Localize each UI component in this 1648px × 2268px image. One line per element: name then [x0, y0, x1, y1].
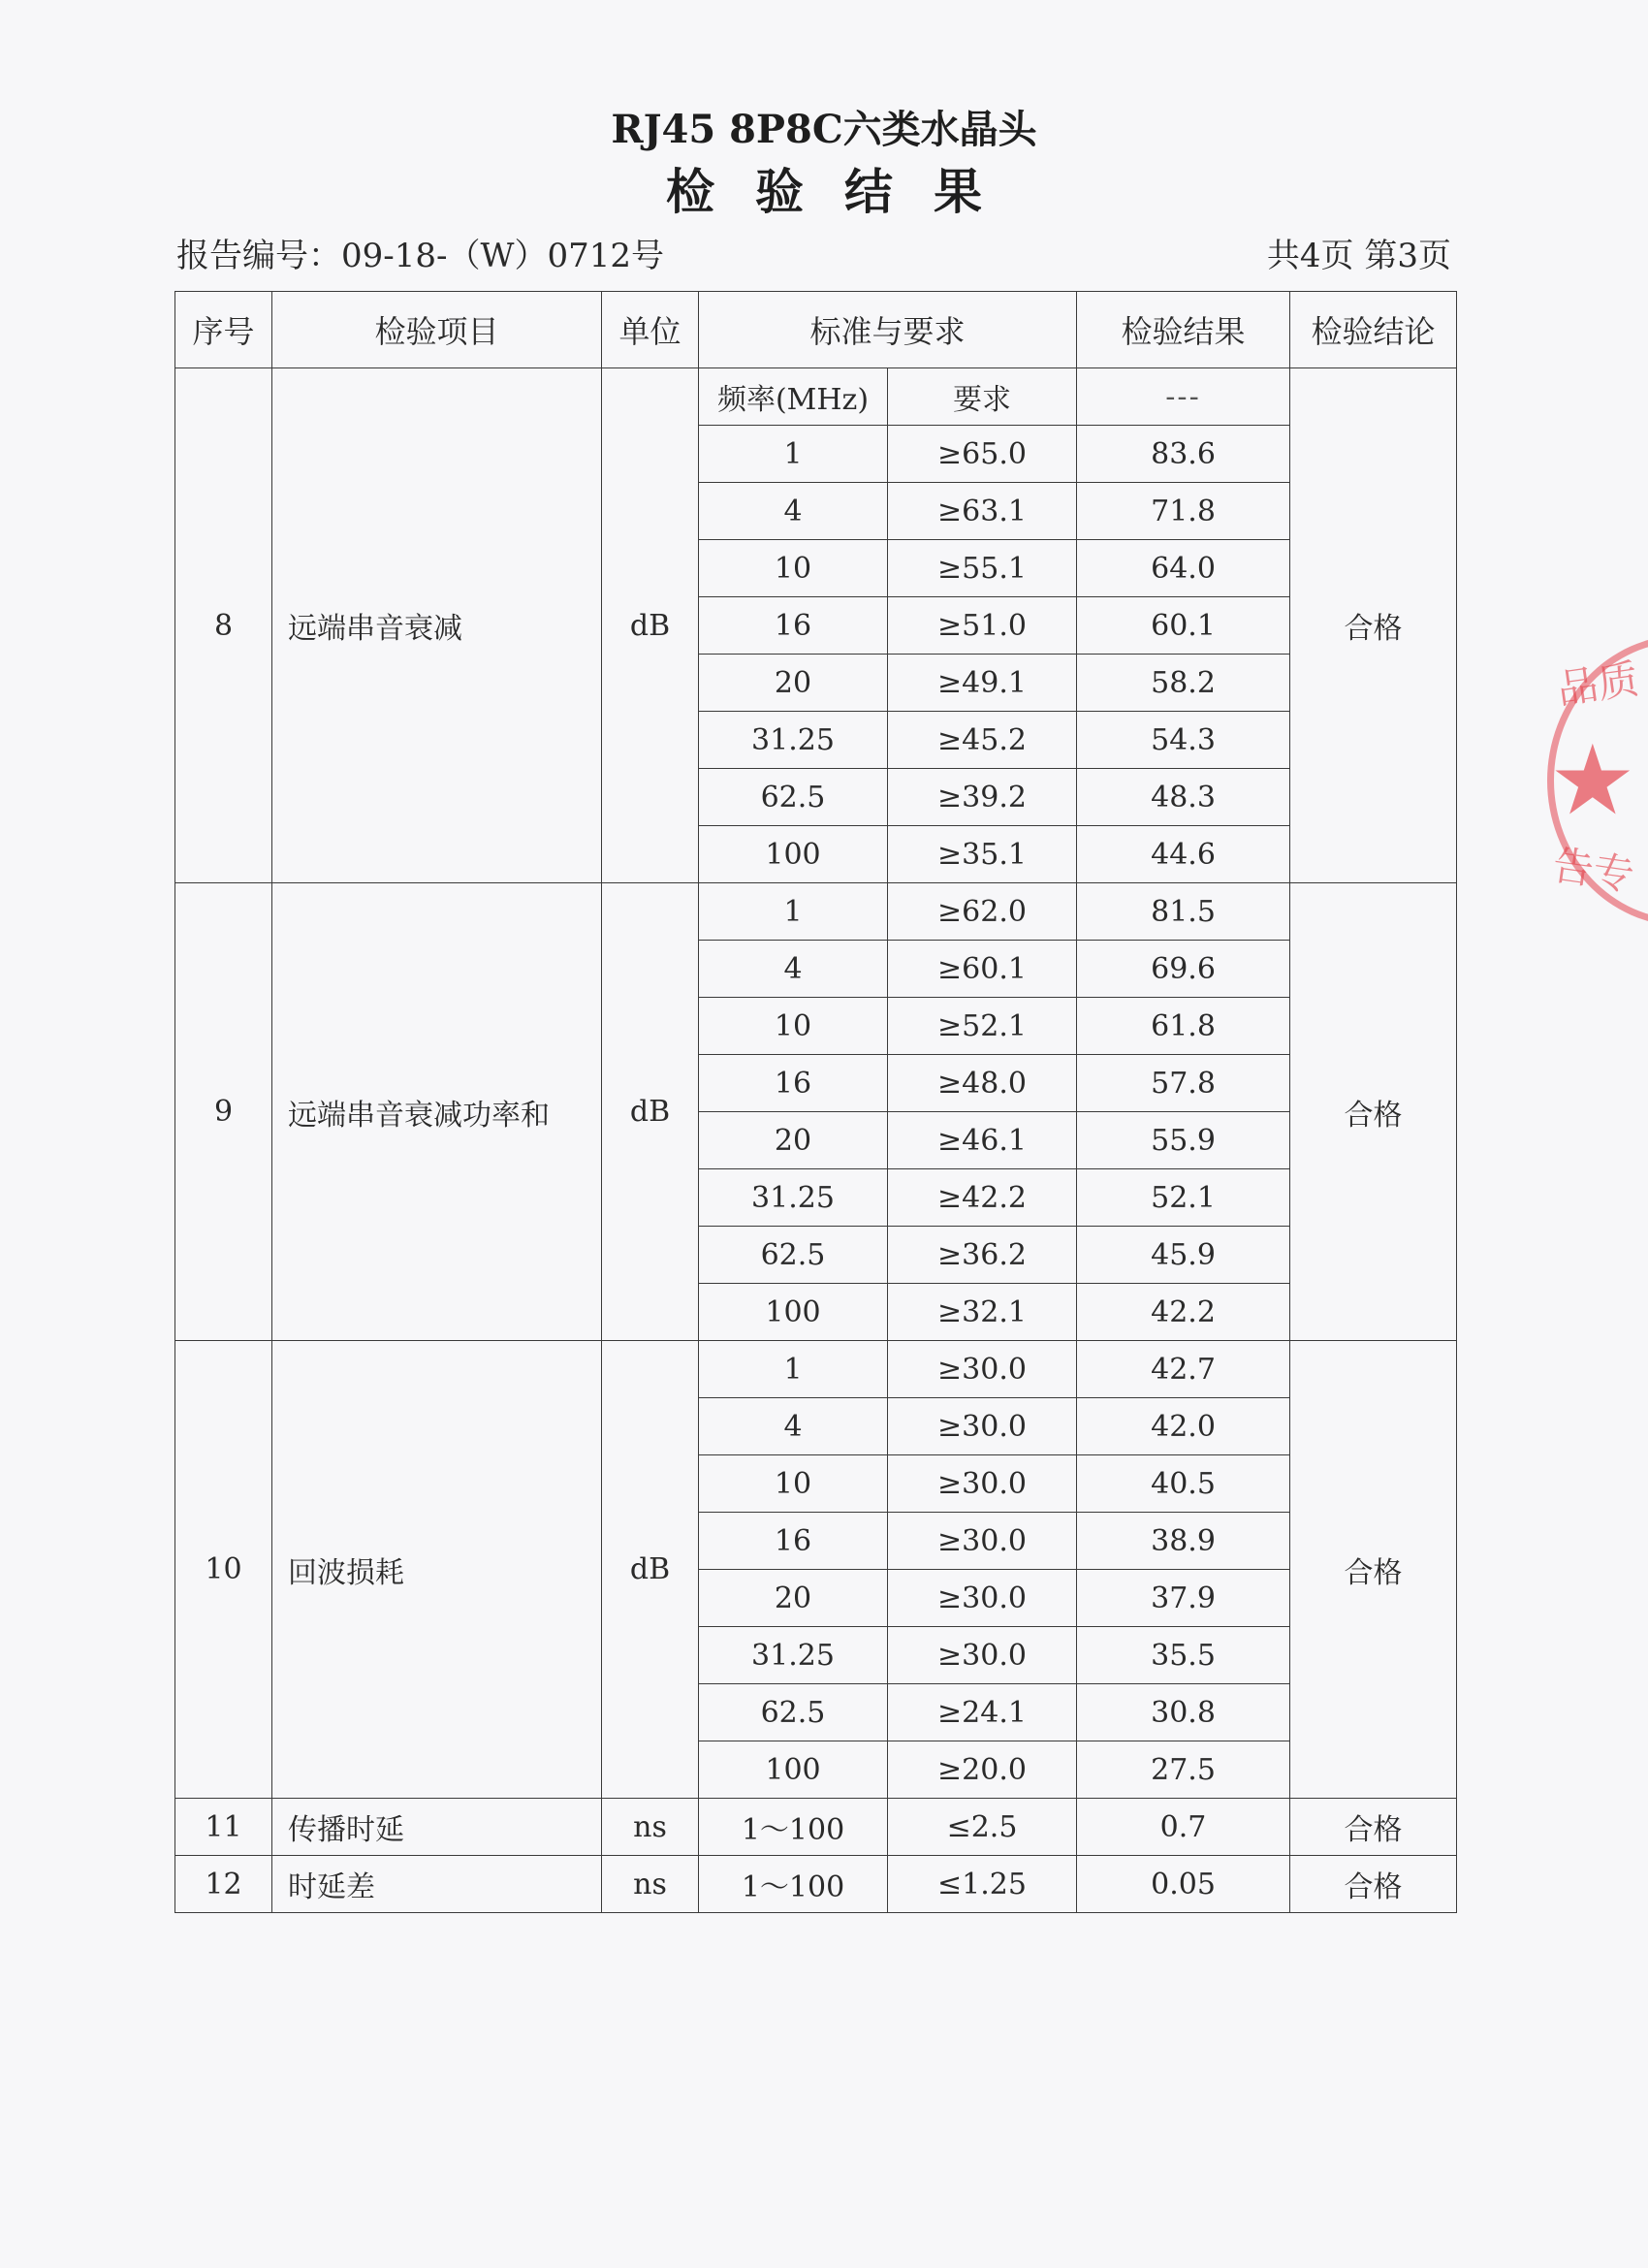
- requirement-cell: ≥30.0: [888, 1513, 1077, 1570]
- requirement-cell: ≥32.1: [888, 1284, 1077, 1341]
- result-cell: 45.9: [1077, 1227, 1290, 1284]
- table-row: [175, 1856, 1457, 1913]
- requirement-cell: ≥45.2: [888, 712, 1077, 769]
- result-cell: 27.5: [1077, 1741, 1290, 1799]
- result-cell: 38.9: [1077, 1513, 1290, 1570]
- unit-cell: dB: [602, 883, 699, 1341]
- freq-cell: 62.5: [699, 1227, 888, 1284]
- result-cell: 71.8: [1077, 483, 1290, 540]
- freq-cell: 10: [699, 1455, 888, 1513]
- subheader-freq: 频率(MHz): [699, 368, 888, 426]
- unit-cell: dB: [602, 1341, 699, 1799]
- seq-cell: 10: [175, 1341, 272, 1799]
- requirement-cell: ≥52.1: [888, 998, 1077, 1055]
- page-info: 共4页 第3页: [1266, 237, 1451, 275]
- result-cell: 42.0: [1077, 1398, 1290, 1455]
- freq-cell: 100: [699, 1741, 888, 1799]
- header-unit: 单位: [602, 292, 699, 368]
- header-standard: 标准与要求: [699, 292, 1077, 368]
- requirement-cell: ≥49.1: [888, 655, 1077, 712]
- result-cell: 44.6: [1077, 826, 1290, 883]
- freq-cell: 31.25: [699, 712, 888, 769]
- requirement-cell: ≥42.2: [888, 1169, 1077, 1227]
- freq-cell: 1: [699, 426, 888, 483]
- item-cell: 传播时延: [272, 1799, 602, 1856]
- requirement-cell: ≥62.0: [888, 883, 1077, 941]
- table-row: [175, 368, 1457, 426]
- item-cell: 远端串音衰减功率和: [272, 883, 602, 1341]
- requirement-cell: ≥55.1: [888, 540, 1077, 597]
- table-body: [175, 368, 1457, 1913]
- freq-cell: 10: [699, 540, 888, 597]
- table-row: [175, 883, 1457, 941]
- page-title: 检验结果: [666, 163, 1023, 220]
- freq-cell: 31.25: [699, 1169, 888, 1227]
- conclusion-cell: 合格: [1290, 1856, 1457, 1913]
- result-cell: 69.6: [1077, 941, 1290, 998]
- freq-cell: 16: [699, 597, 888, 655]
- requirement-cell: ≥39.2: [888, 769, 1077, 826]
- freq-cell: 31.25: [699, 1627, 888, 1684]
- requirement-cell: ≥36.2: [888, 1227, 1077, 1284]
- freq-cell: 4: [699, 483, 888, 540]
- item-cell: 远端串音衰减: [272, 368, 602, 883]
- stamp-text-top: 品质: [1554, 655, 1642, 714]
- header-conclusion: 检验结论: [1290, 292, 1457, 368]
- freq-cell: 4: [699, 1398, 888, 1455]
- star-icon: ★: [1549, 723, 1636, 837]
- product-title: RJ45 8P8C六类水晶头: [611, 107, 1037, 152]
- requirement-cell: ≥30.0: [888, 1398, 1077, 1455]
- result-cell: 60.1: [1077, 597, 1290, 655]
- seq-cell: 8: [175, 368, 272, 883]
- freq-cell: 62.5: [699, 769, 888, 826]
- requirement-cell: ≥35.1: [888, 826, 1077, 883]
- requirement-cell: ≥65.0: [888, 426, 1077, 483]
- unit-cell: ns: [602, 1799, 699, 1856]
- result-cell: 83.6: [1077, 426, 1290, 483]
- requirement-cell: ≥30.0: [888, 1570, 1077, 1627]
- results-table: [174, 291, 1457, 1913]
- requirement-cell: ≥46.1: [888, 1112, 1077, 1169]
- result-cell: 40.5: [1077, 1455, 1290, 1513]
- freq-cell: 16: [699, 1055, 888, 1112]
- item-cell: 时延差: [272, 1856, 602, 1913]
- result-cell: 52.1: [1077, 1169, 1290, 1227]
- table-row: [175, 1799, 1457, 1856]
- unit-cell: ns: [602, 1856, 699, 1913]
- freq-cell: 1～100: [699, 1856, 888, 1913]
- result-cell: 58.2: [1077, 655, 1290, 712]
- conclusion-cell: 合格: [1290, 368, 1457, 883]
- requirement-cell: ≤2.5: [888, 1799, 1077, 1856]
- result-cell: 30.8: [1077, 1684, 1290, 1741]
- official-stamp: [1547, 635, 1648, 926]
- freq-cell: 20: [699, 1570, 888, 1627]
- seq-cell: 12: [175, 1856, 272, 1913]
- requirement-cell: ≥51.0: [888, 597, 1077, 655]
- result-cell: 64.0: [1077, 540, 1290, 597]
- freq-cell: 62.5: [699, 1684, 888, 1741]
- result-cell: 42.7: [1077, 1341, 1290, 1398]
- requirement-cell: ≥30.0: [888, 1341, 1077, 1398]
- requirement-cell: ≥24.1: [888, 1684, 1077, 1741]
- unit-cell: dB: [602, 368, 699, 883]
- conclusion-cell: 合格: [1290, 883, 1457, 1341]
- requirement-cell: ≥60.1: [888, 941, 1077, 998]
- conclusion-cell: 合格: [1290, 1341, 1457, 1799]
- table-header-row: [175, 292, 1457, 368]
- seq-cell: 9: [175, 883, 272, 1341]
- requirement-cell: ≤1.25: [888, 1856, 1077, 1913]
- result-cell: 54.3: [1077, 712, 1290, 769]
- item-cell: 回波损耗: [272, 1341, 602, 1799]
- table-row: [175, 1341, 1457, 1398]
- freq-cell: 20: [699, 655, 888, 712]
- stamp-text-bottom: 告专: [1549, 841, 1637, 900]
- result-cell: 61.8: [1077, 998, 1290, 1055]
- requirement-cell: ≥20.0: [888, 1741, 1077, 1799]
- subheader-req: 要求: [888, 368, 1077, 426]
- result-cell: 0.7: [1077, 1799, 1290, 1856]
- requirement-cell: ≥30.0: [888, 1627, 1077, 1684]
- freq-cell: 1～100: [699, 1799, 888, 1856]
- requirement-cell: ≥30.0: [888, 1455, 1077, 1513]
- result-cell: 48.3: [1077, 769, 1290, 826]
- requirement-cell: ≥63.1: [888, 483, 1077, 540]
- conclusion-cell: 合格: [1290, 1799, 1457, 1856]
- report-number: 报告编号：09-18-（W）0712号: [176, 237, 664, 275]
- result-cell: 0.05: [1077, 1856, 1290, 1913]
- result-cell: 37.9: [1077, 1570, 1290, 1627]
- result-cell: 42.2: [1077, 1284, 1290, 1341]
- result-cell: 57.8: [1077, 1055, 1290, 1112]
- freq-cell: 1: [699, 883, 888, 941]
- freq-cell: 4: [699, 941, 888, 998]
- header-seq: 序号: [175, 292, 272, 368]
- requirement-cell: ≥48.0: [888, 1055, 1077, 1112]
- freq-cell: 100: [699, 826, 888, 883]
- freq-cell: 16: [699, 1513, 888, 1570]
- freq-cell: 10: [699, 998, 888, 1055]
- seq-cell: 11: [175, 1799, 272, 1856]
- result-cell: 55.9: [1077, 1112, 1290, 1169]
- result-cell: 35.5: [1077, 1627, 1290, 1684]
- header-item: 检验项目: [272, 292, 602, 368]
- freq-cell: 1: [699, 1341, 888, 1398]
- freq-cell: 100: [699, 1284, 888, 1341]
- subheader-result: ---: [1077, 368, 1290, 426]
- freq-cell: 20: [699, 1112, 888, 1169]
- result-cell: 81.5: [1077, 883, 1290, 941]
- header-result: 检验结果: [1077, 292, 1290, 368]
